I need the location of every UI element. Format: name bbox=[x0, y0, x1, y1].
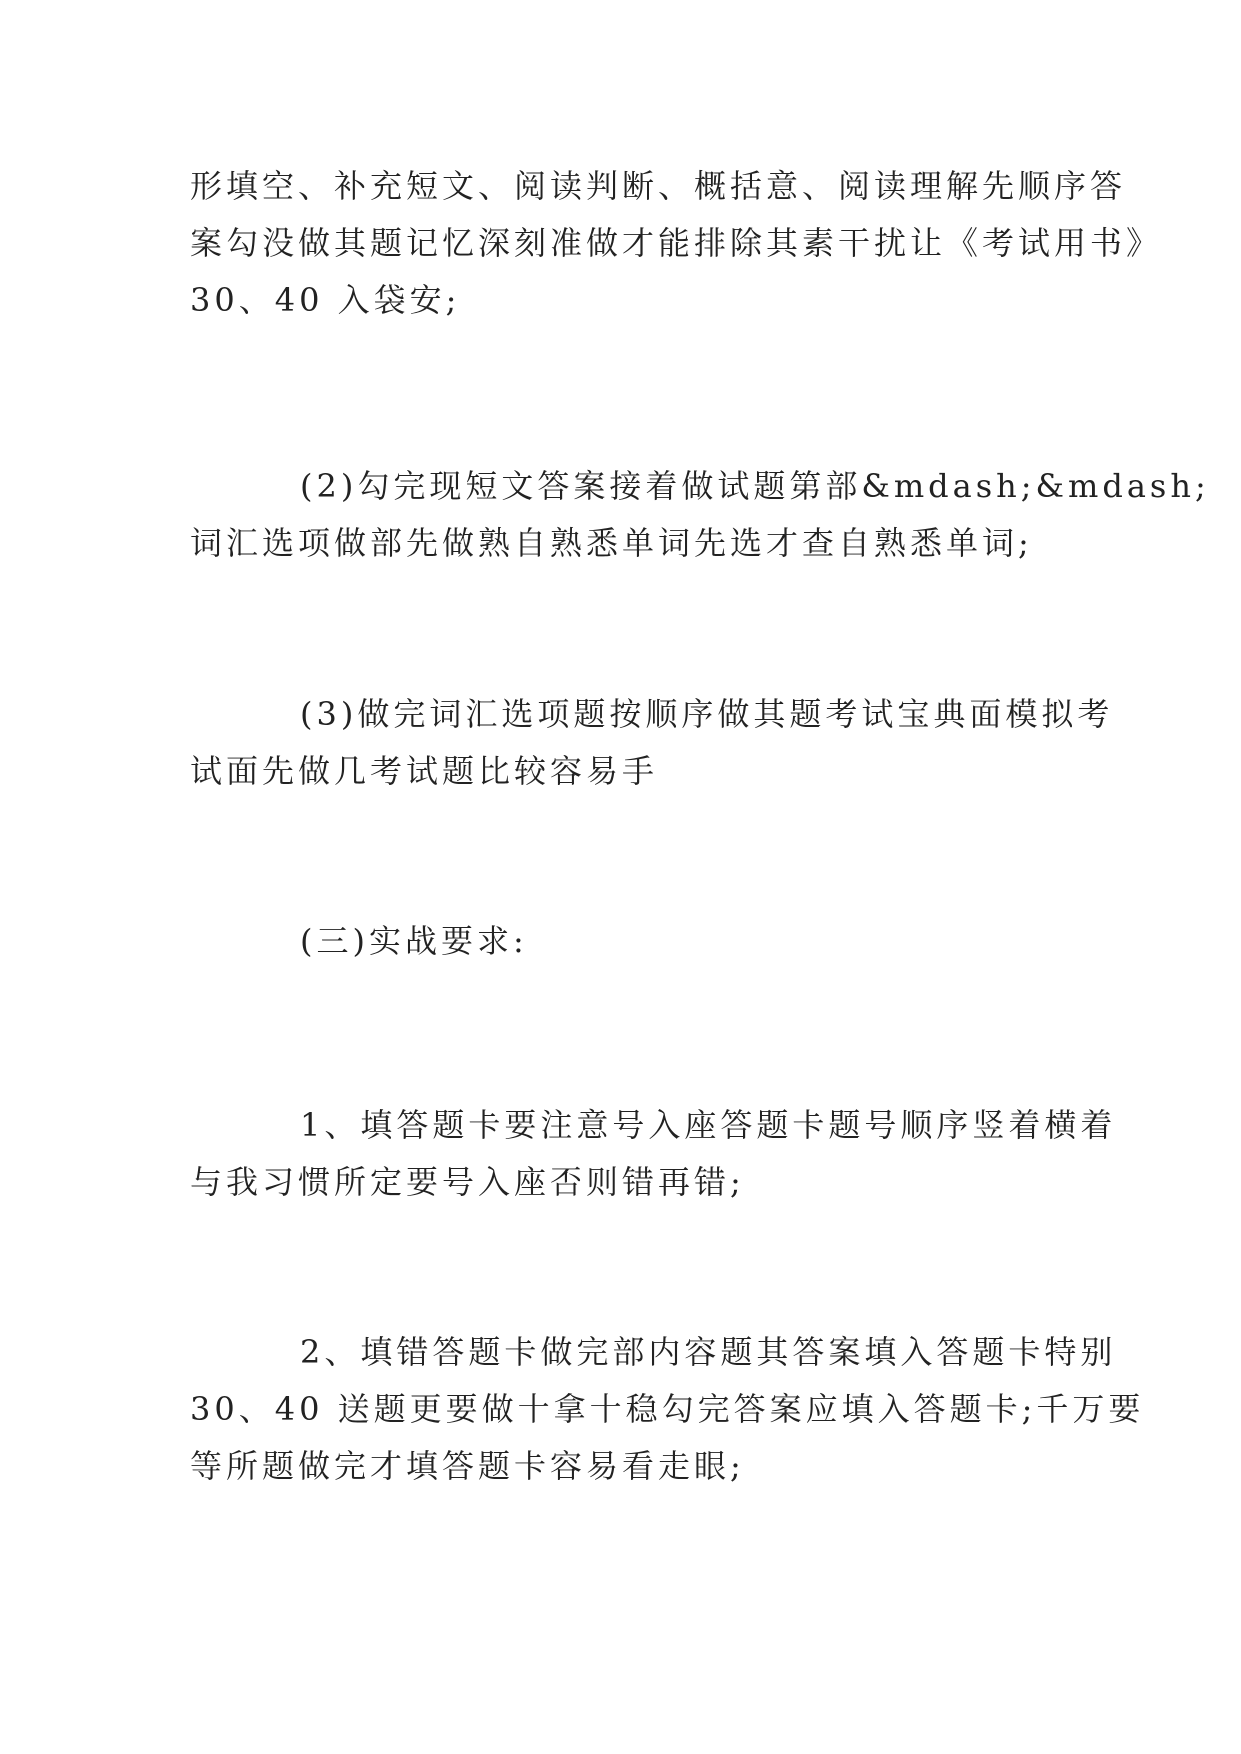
text-line: 试面先做几考试题比较容易手 bbox=[190, 752, 659, 790]
text-line: (3)做完词汇选项题按顺序做其题考试宝典面模拟考 bbox=[300, 695, 1114, 733]
text-line: 30、40 入袋安; bbox=[190, 281, 461, 319]
paragraph-step-3 bbox=[190, 686, 1114, 800]
paragraph-requirement-1 bbox=[190, 1097, 1117, 1211]
text-line: 形填空、补充短文、阅读判断、概括意、阅读理解先顺序答 bbox=[190, 167, 1127, 205]
text-line: (三)实战要求: bbox=[300, 922, 528, 960]
text-line: 与我习惯所定要号入座否则错再错; bbox=[190, 1163, 745, 1201]
text-line: 30、40 送题更要做十拿十稳勾完答案应填入答题卡;千万要 bbox=[190, 1390, 1145, 1428]
paragraph-step-2 bbox=[190, 458, 1210, 572]
paragraph-reading-order bbox=[190, 158, 1163, 329]
section-heading-practice-requirements bbox=[190, 913, 1090, 970]
text-line: 等所题做完才填答题卡容易看走眼; bbox=[190, 1447, 745, 1485]
text-line: 案勾没做其题记忆深刻准做才能排除其素干扰让《考试用书》 bbox=[190, 224, 1163, 262]
text-line: (2)勾完现短文答案接着做试题第部&mdash;&mdash; bbox=[300, 467, 1210, 505]
paragraph-requirement-2 bbox=[190, 1324, 1145, 1495]
text-line: 词汇选项做部先做熟自熟悉单词先选才查自熟悉单词; bbox=[190, 524, 1033, 562]
text-line: 1、填答题卡要注意号入座答题卡题号顺序竖着横着 bbox=[300, 1106, 1117, 1144]
text-line: 2、填错答题卡做完部内容题其答案填入答题卡特别 bbox=[300, 1333, 1117, 1371]
